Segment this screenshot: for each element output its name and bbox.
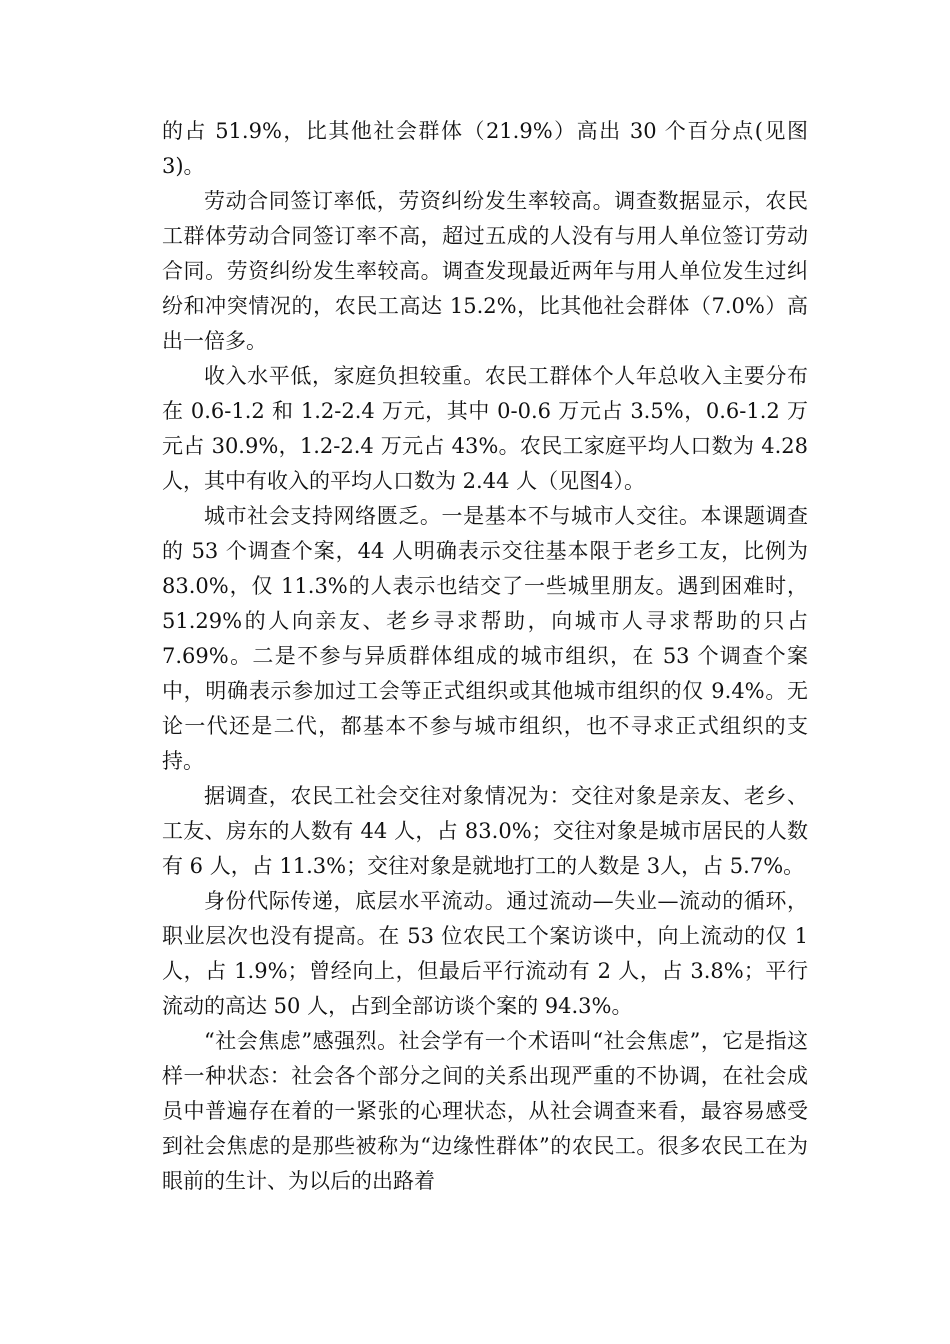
paragraph-6: 身份代际传递，底层水平流动。通过流动—失业—流动的循环，职业层次也没有提高。在 53 位农民工个案访谈中，向上流动的仅 1 人，占 1.9%；曾经向上，但最后平行流动有 2 人，占 3.8%；平行流动的高达 50 人，占到全部访谈个案的 94.3%。 (162, 889, 808, 1018)
paragraph-1: 的占 51.9%，比其他社会群体（21.9%）高出 30 个百分点(见图3)。 (162, 119, 808, 178)
paragraph-2: 劳动合同签订率低，劳资纠纷发生率较高。调查数据显示，农民工群体劳动合同签订率不高，超过五成的人没有与用人单位签订劳动合同。劳资纠纷发生率较高。调查发现最近两年与用人单位发生过纠纷和冲突情况的，农民工高达 15.2%，比其他社会群体（7.0%）高出一倍多。 (162, 189, 808, 353)
document-body (162, 114, 808, 1199)
paragraph-3: 收入水平低，家庭负担较重。农民工群体个人年总收入主要分布在 0.6-1.2 和 1.2-2.4 万元，其中 0-0.6 万元占 3.5%，0.6-1.2 万元占 30.9%，1.2-2.4 万元占 43%。农民工家庭平均人口数为 4.28 人，其中有收入的平均人口数为 2.44 人（见图4）。 (162, 364, 808, 493)
paragraph-4: 城市社会支持网络匮乏。一是基本不与城市人交往。本课题调查的 53 个调查个案，44 人明确表示交往基本限于老乡工友，比例为 83.0%，仅 11.3%的人表示也结交了一些城里朋友。遇到困难时，51.29%的人向亲友、老乡寻求帮助，向城市人寻求帮助的只占 7.69%。二是不参与异质群体组成的城市组织，在 53 个调查个案中，明确表示参加过工会等正式组织或其他城市组织的仅 9.4%。无论一代还是二代，都基本不参与城市组织，也不寻求正式组织的支持。 (162, 504, 808, 773)
paragraph-5: 据调查，农民工社会交往对象情况为：交往对象是亲友、老乡、工友、房东的人数有 44 人，占 83.0%；交往对象是城市居民的人数有 6 人，占 11.3%；交往对象是就地打工的人数是 3人，占 5.7%。 (162, 784, 808, 878)
paragraph-7: “社会焦虑”感强烈。社会学有一个术语叫“社会焦虑”，它是指这样一种状态：社会各个部分之间的关系出现严重的不协调，在社会成员中普遍存在着的一紧张的心理状态，从社会调查来看，最容易感受到社会焦虑的是那些被称为“边缘性群体”的农民工。很多农民工在为眼前的生计、为以后的出路着 (162, 1029, 808, 1193)
